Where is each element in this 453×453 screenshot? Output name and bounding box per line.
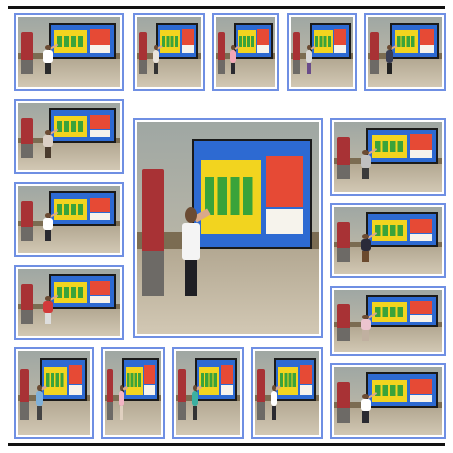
board-counting-items [205, 177, 256, 215]
interactive-whiteboard [156, 23, 198, 59]
classroom-scene [18, 351, 90, 435]
child [42, 213, 53, 241]
child [42, 130, 53, 158]
collage-photo [14, 99, 124, 174]
child-legs [231, 63, 235, 75]
floor [334, 164, 442, 192]
board-counting-items [57, 36, 85, 48]
classroom-scene [216, 17, 275, 87]
child-shirt [271, 391, 277, 406]
child-shirt [361, 239, 372, 251]
board-red-panel [182, 29, 194, 45]
interactive-whiteboard [366, 212, 437, 247]
child-legs [45, 313, 52, 324]
child-legs [307, 63, 311, 75]
toy-shelf [337, 304, 350, 341]
toy-shelf [142, 169, 164, 296]
floor [18, 143, 120, 170]
board-counting-items [162, 36, 179, 48]
board-red-panel [90, 115, 110, 130]
collage-photo [364, 13, 446, 91]
collage-photo [330, 363, 446, 439]
classroom-scene [334, 207, 442, 274]
collage-photo [133, 13, 205, 91]
board-counting-items [57, 121, 85, 132]
child [118, 385, 124, 420]
toy-shelf [178, 369, 186, 419]
floor [334, 408, 442, 435]
top-rule [8, 6, 445, 9]
board-counting-items [375, 141, 405, 153]
board-answer-panel [90, 130, 110, 137]
child [181, 207, 201, 296]
board-red-panel [90, 198, 110, 213]
board-red-panel [257, 29, 268, 45]
child [360, 394, 372, 423]
board-counting-items [57, 204, 85, 215]
child-shirt [43, 135, 53, 147]
toy-shelf [21, 32, 33, 74]
child-legs [45, 147, 52, 158]
child [360, 234, 372, 262]
classroom-scene [18, 103, 120, 170]
child-shirt [192, 391, 198, 406]
classroom-scene [137, 17, 201, 87]
child-head [37, 385, 42, 391]
board-answer-panel [90, 296, 110, 303]
board-answer-panel [410, 315, 432, 322]
board-red-panel [334, 29, 346, 45]
collage-photo [14, 347, 94, 439]
floor [368, 59, 442, 87]
child-shirt [36, 391, 43, 406]
toy-shelf [293, 32, 300, 74]
child-legs [185, 260, 197, 296]
classroom-scene [18, 269, 120, 336]
child-shirt [153, 50, 159, 62]
child-shirt [43, 301, 53, 313]
toy-shelf [107, 369, 114, 419]
toy-shelf [337, 382, 350, 423]
board-red-panel [221, 365, 233, 384]
floor [105, 401, 161, 435]
child [191, 385, 198, 420]
floor [216, 59, 275, 87]
floor [18, 401, 90, 435]
interactive-whiteboard [49, 23, 116, 59]
child-legs [45, 230, 52, 241]
classroom-scene [137, 122, 319, 334]
board-counting-items [315, 36, 331, 48]
board-counting-items [127, 373, 141, 387]
toy-shelf [257, 369, 265, 419]
bottom-rule [8, 443, 445, 446]
child-head [193, 385, 197, 391]
board-red-panel [300, 365, 312, 384]
classroom-scene [291, 17, 353, 87]
child-legs [362, 411, 369, 422]
interactive-whiteboard [234, 23, 273, 59]
toy-shelf [337, 222, 350, 262]
child-legs [193, 406, 197, 420]
interactive-whiteboard [192, 139, 312, 249]
collage-photo [330, 203, 446, 278]
child-head [185, 207, 197, 223]
board-answer-panel [410, 234, 432, 241]
toy-shelf [218, 32, 225, 74]
toy-shelf [21, 118, 33, 158]
child [360, 315, 372, 341]
toy-shelf [139, 32, 147, 74]
floor [18, 59, 120, 87]
interactive-whiteboard [390, 23, 439, 59]
child-shirt [361, 155, 372, 167]
floor [137, 59, 201, 87]
interactive-whiteboard [40, 358, 88, 402]
toy-shelf [21, 201, 33, 241]
child [270, 385, 277, 420]
board-red-panel [69, 365, 83, 384]
classroom-scene [334, 290, 442, 352]
classroom-scene [255, 351, 319, 435]
board-red-panel [410, 134, 432, 150]
child-shirt [361, 319, 372, 330]
child-shirt [43, 218, 53, 230]
interactive-whiteboard [49, 274, 116, 309]
child [360, 150, 372, 179]
child-shirt [386, 50, 393, 62]
child-legs [387, 63, 392, 75]
toy-shelf [20, 369, 29, 419]
board-answer-panel [69, 385, 83, 395]
board-counting-items [397, 36, 417, 48]
floor [334, 247, 442, 274]
interactive-whiteboard [122, 358, 159, 402]
collage-photo [172, 347, 244, 439]
collage-photo [330, 286, 446, 356]
classroom-scene [176, 351, 240, 435]
child-shirt [306, 50, 312, 62]
collage-photo [101, 347, 165, 439]
board-counting-items [280, 373, 297, 387]
child-shirt [182, 223, 200, 260]
collage-photo [330, 118, 446, 196]
board-red-panel [144, 365, 155, 384]
floor [334, 327, 442, 352]
child-shirt [43, 50, 53, 62]
interactive-whiteboard [274, 358, 316, 402]
child-legs [154, 63, 158, 75]
board-answer-panel [144, 385, 155, 395]
interactive-whiteboard [49, 191, 116, 226]
child-legs [120, 406, 124, 420]
interactive-whiteboard [366, 128, 437, 164]
board-answer-panel [257, 45, 268, 53]
board-counting-items [375, 385, 405, 396]
floor [18, 309, 120, 336]
collage-photo [14, 13, 124, 91]
center-photo [133, 118, 323, 338]
child-legs [362, 168, 369, 180]
classroom-scene [334, 367, 442, 435]
child-shirt [361, 399, 372, 411]
classroom-scene [18, 17, 120, 87]
board-answer-panel [410, 150, 432, 158]
board-answer-panel [90, 213, 110, 220]
board-counting-items [375, 225, 405, 236]
toy-shelf [337, 137, 350, 179]
child-legs [272, 406, 276, 420]
child [152, 45, 159, 74]
child [306, 45, 313, 74]
child-shirt [119, 391, 125, 406]
interactive-whiteboard [49, 108, 116, 143]
board-answer-panel [410, 395, 432, 403]
board-counting-items [375, 307, 405, 317]
board-counting-items [57, 287, 85, 298]
interactive-whiteboard [366, 295, 437, 327]
board-answer-panel [420, 45, 434, 53]
toy-shelf [21, 284, 33, 324]
child-head [272, 385, 276, 391]
floor [18, 226, 120, 253]
child [35, 385, 43, 420]
toy-shelf [370, 32, 379, 74]
board-answer-panel [221, 385, 233, 395]
floor [255, 401, 319, 435]
classroom-scene [105, 351, 161, 435]
board-counting-items [201, 373, 218, 387]
board-red-panel [410, 219, 432, 234]
child-legs [45, 63, 52, 75]
classroom-scene [334, 122, 442, 192]
floor [291, 59, 353, 87]
classroom-scene [18, 186, 120, 253]
board-red-panel [410, 301, 432, 315]
board-answer-panel [90, 45, 110, 53]
board-answer-panel [300, 385, 312, 395]
classroom-scene [368, 17, 442, 87]
collage-photo [212, 13, 279, 91]
interactive-whiteboard [195, 358, 237, 402]
board-counting-items [239, 36, 254, 48]
board-counting-items [46, 373, 65, 387]
board-red-panel [90, 281, 110, 296]
board-answer-panel [334, 45, 346, 53]
child [42, 45, 53, 74]
collage-photo [251, 347, 323, 439]
collage-photo [287, 13, 357, 91]
board-red-panel [410, 379, 432, 394]
board-answer-panel [266, 209, 303, 234]
child [230, 45, 236, 74]
board-red-panel [90, 29, 110, 45]
board-red-panel [266, 156, 303, 207]
child-legs [37, 406, 42, 420]
interactive-whiteboard [310, 23, 351, 59]
floor [137, 249, 319, 334]
collage-photo [14, 265, 124, 340]
child [386, 45, 394, 74]
child-legs [362, 330, 369, 340]
interactive-whiteboard [366, 372, 437, 407]
child-shirt [230, 50, 236, 62]
board-answer-panel [182, 45, 194, 53]
child-legs [362, 251, 369, 262]
child [42, 296, 53, 324]
board-red-panel [420, 29, 434, 45]
floor [176, 401, 240, 435]
collage-photo [14, 182, 124, 257]
